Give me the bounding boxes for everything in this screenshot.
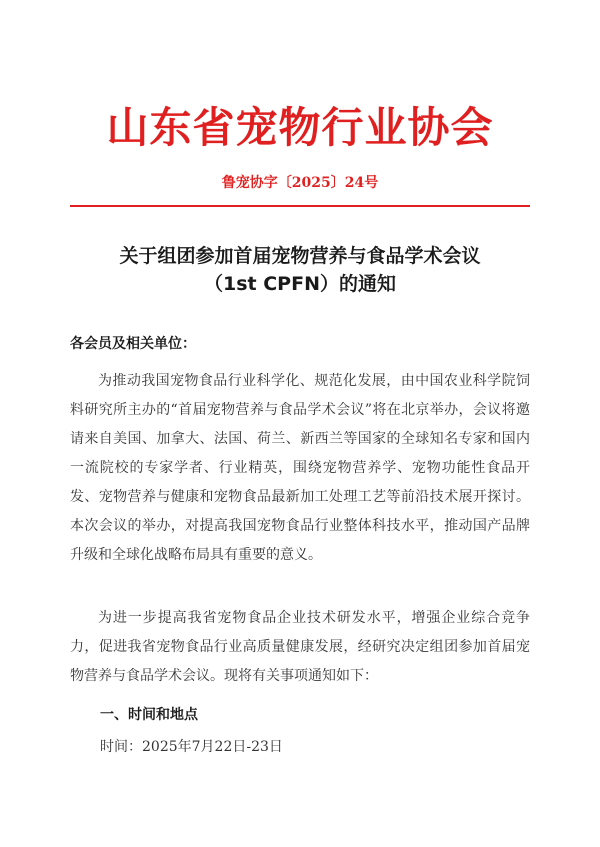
- body-paragraph-1: 为推动我国宠物食品行业科学化、规范化发展，由中国农业科学院饲料研究所主办的“首届宠物营养与食品学术会议”将在北京举办，会议将邀请来自美国、加拿大、法国、荷兰、新西兰等国家的全球知名专家和国内一流院校的专家学者、行业精英，围绕宠物营养学、宠物功能性食品开发、宠物营养与健康和宠物食品最新加工处理工艺等前沿技术展开探讨。本次会议的举办，对提高我国宠物食品行业整体科技水平，推动国产品牌升级和全球化战略布局具有重要的意义。: [70, 373, 530, 563]
- section-heading-time-location: 一、时间和地点: [100, 707, 198, 723]
- salutation: 各会员及相关单位：: [70, 336, 196, 352]
- body-paragraph-2: 为进一步提高我省宠物食品企业技术研发水平，增强企业综合竞争力，促进我省宠物食品行业高质量健康发展，经研究决定组团参加首届宠物营养与食品学术会议。现将有关事项通知如下：: [70, 610, 530, 684]
- notice-title-line1: 关于组团参加首届宠物营养与食品学术会议: [119, 245, 481, 267]
- notice-title: [40, 242, 560, 298]
- notice-title-line2: （1st CPFN）的通知: [204, 273, 396, 295]
- document-number: 鲁宠协字〔2025〕24号: [221, 175, 379, 191]
- red-divider-line: [70, 205, 530, 207]
- organization-title: 山东省宠物行业协会: [106, 103, 494, 152]
- event-time: 时间：2025年7月22日-23日: [100, 739, 283, 755]
